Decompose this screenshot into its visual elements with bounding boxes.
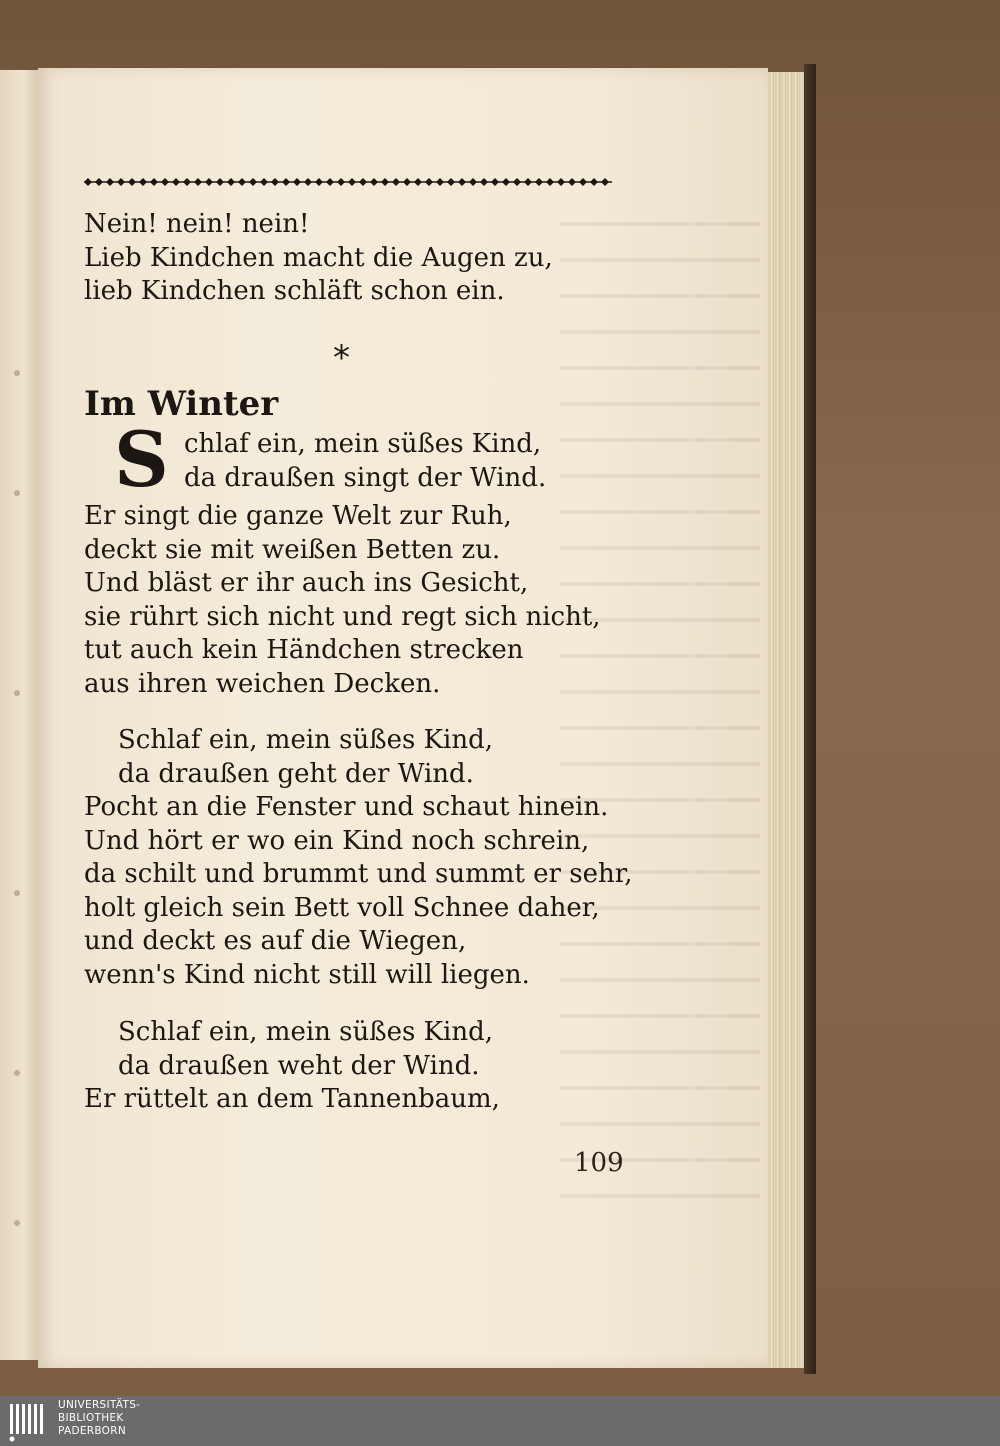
rule-diamond (557, 178, 565, 186)
library-name-line: UNIVERSITÄTS- (58, 1399, 141, 1411)
drop-cap: S (114, 415, 169, 504)
rule-diamond (128, 178, 136, 186)
verse-line: Pocht an die Fenster und schaut hinein. (84, 792, 609, 822)
show-through-text (560, 200, 760, 1220)
stanza-1-opening (184, 428, 546, 495)
rule-diamond (249, 178, 257, 186)
verse-line: Er singt die ganze Welt zur Ruh, (84, 501, 512, 531)
verse-line: da schilt und brummt und summt er sehr, (84, 859, 633, 889)
verse-line: und deckt es auf die Wiegen, (84, 926, 467, 956)
verse-line: Und hört er wo ein Kind noch schrein, (84, 825, 590, 856)
stanza-2 (84, 724, 633, 992)
verse-line: holt gleich sein Bett voll Schnee daher, (84, 892, 600, 923)
university-library-logo-icon (8, 1400, 48, 1442)
verse-line: tut auch kein Händchen strecken (84, 635, 524, 665)
rule-diamond (535, 178, 543, 186)
top-stanza (84, 208, 553, 309)
rule-diamond (216, 178, 224, 186)
verse-line: sie rührt sich nicht und regt sich nicht, (84, 601, 601, 632)
rule-diamond (315, 178, 323, 186)
rule-diamond (601, 178, 609, 186)
rule-diamond (370, 178, 378, 186)
rule-diamond (95, 178, 103, 186)
rule-diamond (469, 178, 477, 186)
verse-line: lieb Kindchen schläft schon ein. (84, 276, 505, 306)
rule-diamond (579, 178, 587, 186)
rule-diamond (359, 178, 367, 186)
rule-diamond (117, 178, 125, 186)
library-name (58, 1399, 140, 1438)
verse-line: deckt sie mit weißen Betten zu. (84, 534, 501, 565)
rule-diamond (546, 178, 554, 186)
rule-diamond (139, 178, 147, 186)
rule-diamond (194, 178, 202, 186)
section-separator-star: * (333, 338, 350, 378)
rule-diamond (106, 178, 114, 186)
stanza-3 (84, 1016, 500, 1117)
verse-line: chlaf ein, mein süßes Kind, (184, 429, 542, 459)
verse-line: Er rüttelt an dem Tannenbaum, (84, 1084, 500, 1114)
rule-diamond (293, 178, 301, 186)
verse-line: da draußen geht der Wind. (118, 758, 474, 789)
rule-diamond (238, 178, 246, 186)
rule-diamond (491, 178, 499, 186)
rule-diamond (392, 178, 400, 186)
verse-line: Schlaf ein, mein süßes Kind, (118, 725, 494, 755)
rule-diamond (513, 178, 521, 186)
rule-diamond (381, 178, 389, 186)
ornamental-rule (84, 177, 612, 187)
rule-diamond (227, 178, 235, 186)
rule-diamond (348, 178, 356, 186)
poem-title: Im Winter (84, 384, 279, 424)
rule-diamond (590, 178, 598, 186)
left-page-edge (0, 70, 40, 1360)
verse-line: wenn's Kind nicht still will liegen. (84, 959, 530, 990)
rule-diamond (304, 178, 312, 186)
rule-diamond (150, 178, 158, 186)
rule-diamond (447, 178, 455, 186)
rule-diamond (568, 178, 576, 186)
rule-diamond (326, 178, 334, 186)
rule-diamond (436, 178, 444, 186)
library-footer-bar (0, 1396, 1000, 1446)
library-name-line: BIBLIOTHEK (58, 1412, 124, 1424)
rule-diamond (337, 178, 345, 186)
stanza-1 (84, 500, 601, 701)
rule-diamond (425, 178, 433, 186)
rule-diamond (458, 178, 466, 186)
rule-diamond (502, 178, 510, 186)
rule-diamond (172, 178, 180, 186)
library-name-line: PADERBORN (58, 1425, 126, 1437)
page-stack-edge (768, 72, 808, 1368)
rule-diamond (183, 178, 191, 186)
page-number: 109 (574, 1148, 624, 1178)
rule-diamond (205, 178, 213, 186)
rule-diamond (161, 178, 169, 186)
verse-line: Schlaf ein, mein süßes Kind, (118, 1017, 494, 1047)
verse-line: Und bläst er ihr auch ins Gesicht, (84, 568, 529, 598)
verse-line: da draußen singt der Wind. (184, 462, 547, 493)
verse-line: da draußen weht der Wind. (118, 1050, 480, 1081)
rule-diamond (403, 178, 411, 186)
rule-diamond (414, 178, 422, 186)
binding-stitches (14, 370, 22, 1230)
book-cover-edge (804, 64, 816, 1374)
rule-diamond (480, 178, 488, 186)
verse-line: Lieb Kindchen macht die Augen zu, (84, 242, 553, 273)
rule-diamond (260, 178, 268, 186)
verse-line: aus ihren weichen Decken. (84, 668, 441, 699)
rule-diamond (84, 178, 92, 186)
rule-diamond (524, 178, 532, 186)
verse-line: Nein! nein! nein! (84, 209, 310, 239)
rule-diamond (271, 178, 279, 186)
rule-diamond (282, 178, 290, 186)
